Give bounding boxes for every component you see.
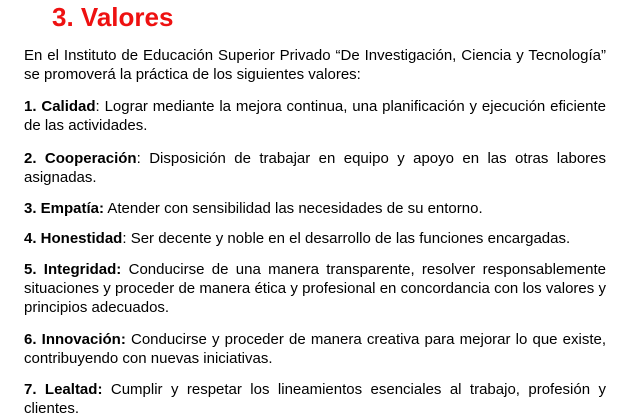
- value-label: 2. Cooperación: [24, 150, 137, 167]
- value-description: Cumplir y respetar los lineamientos esenciales al trabajo, profesión y clientes.: [24, 381, 606, 417]
- value-label: 1. Calidad: [24, 98, 96, 115]
- value-description: Atender con sensibilidad las necesidades de su entorno.: [107, 200, 483, 217]
- value-item-empatia: [24, 199, 606, 218]
- value-item-cooperacion: [24, 149, 606, 187]
- section-title: 3. Valores: [52, 2, 174, 32]
- value-separator: :: [136, 150, 150, 167]
- value-item-lealtad: [24, 380, 606, 418]
- value-separator: :: [122, 230, 131, 247]
- value-description: Conducirse y proceder de manera creativa para mejorar lo que existe, contribuyendo con nuevas iniciativas.: [24, 331, 606, 367]
- value-label: 4. Honestidad: [24, 230, 123, 247]
- value-label: 3. Empatía:: [24, 200, 105, 217]
- value-label: 5. Integridad:: [24, 261, 122, 278]
- value-separator: [102, 381, 110, 398]
- value-label: 6. Innovación:: [24, 331, 126, 348]
- value-description: Ser decente y noble en el desarrollo de las funciones encargadas.: [130, 230, 571, 247]
- value-separator: :: [95, 98, 105, 115]
- intro-paragraph: En el Instituto de Educación Superior Privado “De Investigación, Ciencia y Tecnología” se promoverá la práctica de los siguientes valores:: [24, 47, 606, 83]
- value-label: 7. Lealtad:: [24, 381, 103, 398]
- value-item-integridad: [24, 260, 606, 317]
- value-item-honestidad: [24, 229, 606, 248]
- value-item-calidad: [24, 97, 606, 135]
- value-description: Conducirse de una manera transparente, resolver responsablemente situaciones y proceder de manera ética y profesional en concordancia con los valores y principios adecuados.: [24, 261, 606, 316]
- value-description: Lograr mediante la mejora continua, una planificación y ejecución eficiente de las actividades.: [24, 98, 606, 134]
- value-description: Disposición de trabajar en equipo y apoyo en las otras labores asignadas.: [24, 150, 607, 186]
- value-separator: [121, 261, 128, 278]
- value-item-innovacion: [24, 330, 606, 368]
